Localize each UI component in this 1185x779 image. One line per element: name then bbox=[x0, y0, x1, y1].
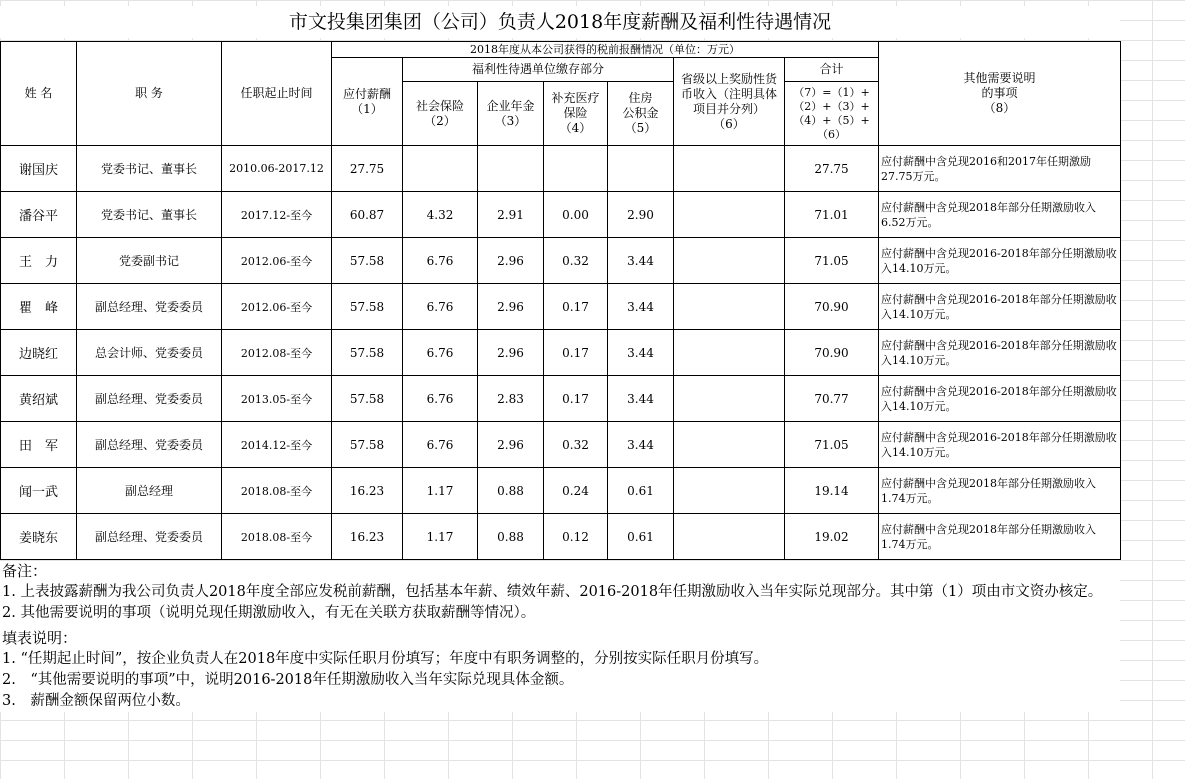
cell-term: 2013.05-至今 bbox=[222, 376, 332, 422]
cell-bonus bbox=[674, 192, 785, 238]
remark-item: 2. 其他需要说明的事项（说明兑现任期激励收入，有无在关联方获取薪酬等情况）。 bbox=[2, 605, 536, 621]
cell-total: 71.01 bbox=[785, 192, 879, 238]
cell-social: 6.76 bbox=[403, 238, 478, 284]
cell-salary: 57.58 bbox=[332, 422, 403, 468]
cell-medical: 0.17 bbox=[544, 376, 608, 422]
cell-total: 19.14 bbox=[785, 468, 879, 514]
sheet-title: 市文投集团集团（公司）负责人2018年度薪酬及福利性待遇情况 bbox=[0, 6, 1120, 38]
cell-position: 党委副书记 bbox=[77, 238, 222, 284]
header-social: 社会保险 （2） bbox=[403, 82, 478, 146]
cell-salary: 16.23 bbox=[332, 514, 403, 560]
cell-housing: 3.44 bbox=[608, 238, 674, 284]
remark-item: 1. 上表披露薪酬为我公司负责人2018年度全部应发税前薪酬，包括基本年薪、绩效年薪、2016-2018年任期激励收入当年实际兑现部分。其中第（1）项由市文资办核定。 bbox=[2, 584, 1103, 600]
cell-term: 2017.12-至今 bbox=[222, 192, 332, 238]
header-annuity: 企业年金 （3） bbox=[478, 82, 544, 146]
cell-total: 70.90 bbox=[785, 330, 879, 376]
table-row bbox=[1, 146, 1121, 192]
cell-medical: 0.00 bbox=[544, 192, 608, 238]
cell-bonus bbox=[674, 514, 785, 560]
cell-housing: 0.61 bbox=[608, 514, 674, 560]
cell-bonus bbox=[674, 376, 785, 422]
cell-term: 2012.06-至今 bbox=[222, 238, 332, 284]
cell-annuity: 0.88 bbox=[478, 514, 544, 560]
cell-housing: 3.44 bbox=[608, 376, 674, 422]
cell-name: 潘谷平 bbox=[1, 192, 77, 238]
cell-name: 谢国庆 bbox=[1, 146, 77, 192]
cell-note: 应付薪酬中含兑现2018年部分任期激励收入1.74万元。 bbox=[879, 514, 1121, 560]
cell-social: 6.76 bbox=[403, 422, 478, 468]
cell-social bbox=[403, 146, 478, 192]
cell-medical: 0.32 bbox=[544, 422, 608, 468]
instruction-item: 1. “任期起止时间”，按企业负责人在2018年度中实际任职月份填写；年度中有职务调整的，分别按实际任职月份填写。 bbox=[2, 651, 769, 667]
table-row bbox=[1, 284, 1121, 330]
table-row bbox=[1, 468, 1121, 514]
cell-position: 副总经理 bbox=[77, 468, 222, 514]
remarks-label: 备注： bbox=[2, 562, 48, 580]
cell-salary: 16.23 bbox=[332, 468, 403, 514]
table-row bbox=[1, 238, 1121, 284]
cell-housing: 3.44 bbox=[608, 330, 674, 376]
table-row bbox=[1, 376, 1121, 422]
cell-bonus bbox=[674, 146, 785, 192]
cell-note: 应付薪酬中含兑现2016-2018年部分任期激励收入14.10万元。 bbox=[879, 376, 1121, 422]
cell-annuity: 2.83 bbox=[478, 376, 544, 422]
cell-social: 1.17 bbox=[403, 468, 478, 514]
cell-total: 70.77 bbox=[785, 376, 879, 422]
cell-note: 应付薪酬中含兑现2016-2018年部分任期激励收入14.10万元。 bbox=[879, 330, 1121, 376]
cell-position: 党委书记、董事长 bbox=[77, 192, 222, 238]
cell-name: 黄绍斌 bbox=[1, 376, 77, 422]
cell-annuity: 2.96 bbox=[478, 238, 544, 284]
cell-salary: 57.58 bbox=[332, 284, 403, 330]
cell-total: 71.05 bbox=[785, 422, 879, 468]
cell-annuity bbox=[478, 146, 544, 192]
cell-medical bbox=[544, 146, 608, 192]
header-term: 任职起止时间 bbox=[222, 42, 332, 146]
cell-term: 2018.08-至今 bbox=[222, 468, 332, 514]
cell-housing: 0.61 bbox=[608, 468, 674, 514]
table-row bbox=[1, 514, 1121, 560]
table-row bbox=[1, 422, 1121, 468]
header-other: 其他需要说明 的事项 （8） bbox=[879, 42, 1121, 146]
cell-term: 2018.08-至今 bbox=[222, 514, 332, 560]
table-row bbox=[1, 192, 1121, 238]
header-position: 职 务 bbox=[77, 42, 222, 146]
cell-salary: 57.58 bbox=[332, 376, 403, 422]
cell-term: 2012.08-至今 bbox=[222, 330, 332, 376]
cell-term: 2010.06-2017.12 bbox=[222, 146, 332, 192]
instructions-label: 填表说明： bbox=[2, 629, 78, 647]
notes-section bbox=[0, 561, 1120, 712]
cell-name: 瞿 峰 bbox=[1, 284, 77, 330]
cell-position: 副总经理、党委委员 bbox=[77, 376, 222, 422]
cell-note: 应付薪酬中含兑现2016-2018年部分任期激励收入14.10万元。 bbox=[879, 422, 1121, 468]
header-total-formula: （7）=（1）+ （2）+（3）+ （4）+（5）+ （6） bbox=[785, 82, 879, 146]
cell-note: 应付薪酬中含兑现2018年部分任期激励收入1.74万元。 bbox=[879, 468, 1121, 514]
cell-salary: 60.87 bbox=[332, 192, 403, 238]
cell-housing: 3.44 bbox=[608, 422, 674, 468]
table-body bbox=[1, 146, 1121, 560]
cell-position: 副总经理、党委委员 bbox=[77, 514, 222, 560]
cell-note: 应付薪酬中含兑现2016-2018年部分任期激励收入14.10万元。 bbox=[879, 284, 1121, 330]
cell-bonus bbox=[674, 284, 785, 330]
cell-term: 2014.12-至今 bbox=[222, 422, 332, 468]
header-medical: 补充医疗 保险 （4） bbox=[544, 82, 608, 146]
cell-total: 70.90 bbox=[785, 284, 879, 330]
cell-name: 王 力 bbox=[1, 238, 77, 284]
cell-housing: 2.90 bbox=[608, 192, 674, 238]
cell-position: 副总经理、党委委员 bbox=[77, 422, 222, 468]
cell-annuity: 0.88 bbox=[478, 468, 544, 514]
instruction-item: 2. “其他需要说明的事项”中，说明2016-2018年任期激励收入当年实际兑现具体金额。 bbox=[2, 672, 574, 688]
cell-name: 闻一武 bbox=[1, 468, 77, 514]
cell-social: 6.76 bbox=[403, 330, 478, 376]
cell-medical: 0.17 bbox=[544, 330, 608, 376]
cell-annuity: 2.91 bbox=[478, 192, 544, 238]
cell-bonus bbox=[674, 330, 785, 376]
cell-position: 党委书记、董事长 bbox=[77, 146, 222, 192]
instruction-item: 3. 薪酬金额保留两位小数。 bbox=[2, 693, 190, 709]
cell-social: 6.76 bbox=[403, 284, 478, 330]
cell-salary: 57.58 bbox=[332, 238, 403, 284]
cell-social: 4.32 bbox=[403, 192, 478, 238]
header-pay-group: 2018年度从本公司获得的税前报酬情况（单位：万元） bbox=[332, 42, 879, 58]
cell-medical: 0.32 bbox=[544, 238, 608, 284]
cell-annuity: 2.96 bbox=[478, 284, 544, 330]
salary-table bbox=[0, 41, 1121, 560]
cell-medical: 0.17 bbox=[544, 284, 608, 330]
cell-annuity: 2.96 bbox=[478, 330, 544, 376]
cell-total: 27.75 bbox=[785, 146, 879, 192]
cell-housing: 3.44 bbox=[608, 284, 674, 330]
cell-social: 6.76 bbox=[403, 376, 478, 422]
cell-position: 总会计师、党委委员 bbox=[77, 330, 222, 376]
cell-total: 19.02 bbox=[785, 514, 879, 560]
header-name: 姓 名 bbox=[1, 42, 77, 146]
header-total-label: 合计 bbox=[785, 58, 879, 82]
header-housing: 住房 公积金 （5） bbox=[608, 82, 674, 146]
cell-annuity: 2.96 bbox=[478, 422, 544, 468]
cell-total: 71.05 bbox=[785, 238, 879, 284]
cell-housing bbox=[608, 146, 674, 192]
cell-name: 田 军 bbox=[1, 422, 77, 468]
cell-position: 副总经理、党委委员 bbox=[77, 284, 222, 330]
cell-name: 边晓红 bbox=[1, 330, 77, 376]
cell-salary: 27.75 bbox=[332, 146, 403, 192]
cell-medical: 0.12 bbox=[544, 514, 608, 560]
cell-term: 2012.06-至今 bbox=[222, 284, 332, 330]
cell-bonus bbox=[674, 238, 785, 284]
cell-salary: 57.58 bbox=[332, 330, 403, 376]
cell-bonus bbox=[674, 468, 785, 514]
cell-name: 姜晓东 bbox=[1, 514, 77, 560]
cell-note: 应付薪酬中含兑现2016-2018年部分任期激励收入14.10万元。 bbox=[879, 238, 1121, 284]
header-salary: 应付薪酬 （1） bbox=[332, 58, 403, 146]
cell-social: 1.17 bbox=[403, 514, 478, 560]
cell-note: 应付薪酬中含兑现2016和2017年任期激励27.75万元。 bbox=[879, 146, 1121, 192]
header-welfare-group: 福利性待遇单位缴存部分 bbox=[403, 58, 674, 82]
cell-medical: 0.24 bbox=[544, 468, 608, 514]
cell-bonus bbox=[674, 422, 785, 468]
header-bonus: 省级以上奖励性货 币收入（注明具体 项目并分列） （6） bbox=[674, 58, 785, 146]
cell-note: 应付薪酬中含兑现2018年部分任期激励收入6.52万元。 bbox=[879, 192, 1121, 238]
table-row bbox=[1, 330, 1121, 376]
